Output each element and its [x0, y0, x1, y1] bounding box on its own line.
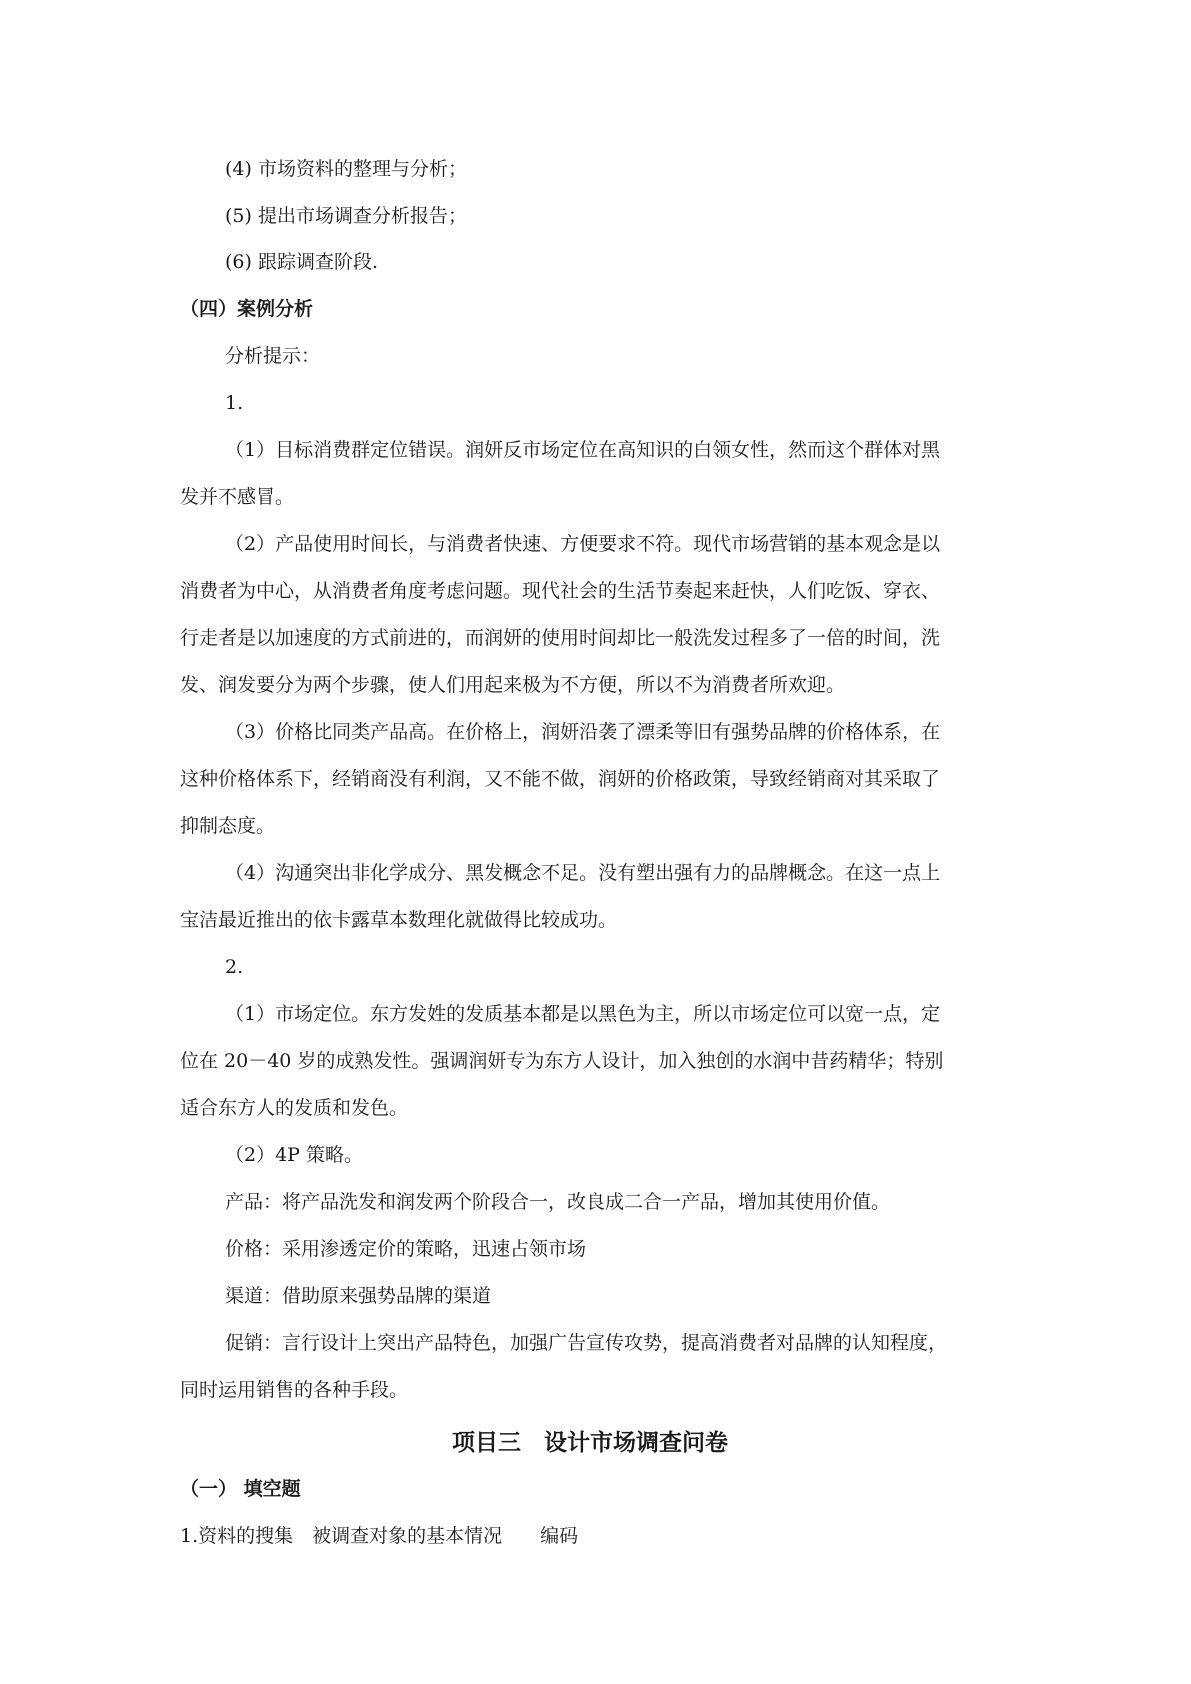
- paragraph-line: 位在 20－40 岁的成熟发性。强调润妍专为东方人设计，加入独创的水润中昔药精华；特别: [180, 1050, 944, 1072]
- paragraph-number-1: 1.: [225, 392, 244, 414]
- section-heading-fill-blank: （一） 填空题: [180, 1478, 301, 1500]
- paragraph-line: （2）4P 策略。: [225, 1144, 364, 1166]
- paragraph-price: 价格：采用渗透定价的策略，迅速占领市场: [225, 1238, 587, 1260]
- paragraph-line: 发并不感冒。: [180, 486, 295, 508]
- paragraph-channel: 渠道：借助原来强势品牌的渠道: [225, 1285, 492, 1307]
- paragraph-product: 产品：将产品洗发和润发两个阶段合一，改良成二合一产品，增加其使用价值。: [225, 1191, 891, 1213]
- list-item-5: (5) 提出市场调查分析报告；: [225, 205, 467, 227]
- answer-line-1: 1.资料的搜集 被调查对象的基本情况 编码: [180, 1525, 579, 1547]
- paragraph-line: 抑制态度。: [180, 815, 276, 837]
- paragraph-line: （3）价格比同类产品高。在价格上，润妍沿袭了漂柔等旧有强势品牌的价格体系，在: [225, 721, 941, 743]
- paragraph-line: （1）市场定位。东方发姓的发质基本都是以黑色为主，所以市场定位可以宽一点，定: [225, 1003, 941, 1025]
- paragraph-number-2: 2.: [225, 956, 244, 978]
- paragraph-line: 消费者为中心，从消费者角度考虑问题。现代社会的生活节奏起来赶快，人们吃饭、穿衣、: [180, 580, 941, 602]
- paragraph-line: 适合东方人的发质和发色。: [180, 1097, 409, 1119]
- list-item-4: (4) 市场资料的整理与分析；: [225, 158, 467, 180]
- section-heading-case-analysis: （四）案例分析: [180, 298, 314, 320]
- paragraph-line: 发、润发要分为两个步骤，使人们用起来极为不方便，所以不为消费者所欢迎。: [180, 674, 846, 696]
- paragraph-line: 宝洁最近推出的依卡露草本数理化就做得比较成功。: [180, 909, 618, 931]
- list-item-6: (6) 跟踪调查阶段.: [225, 251, 378, 273]
- paragraph-analysis-hint: 分析提示：: [225, 345, 321, 367]
- project-title: 项目三 设计市场调查问卷: [452, 1430, 728, 1456]
- paragraph-line: （2）产品使用时间长，与消费者快速、方便要求不符。现代市场营销的基本观念是以: [225, 533, 941, 555]
- paragraph-line: （4）沟通突出非化学成分、黑发概念不足。没有塑出强有力的品牌概念。在这一点上: [225, 862, 941, 884]
- paragraph-line: 同时运用销售的各种手段。: [180, 1379, 409, 1401]
- paragraph-promotion: 促销：言行设计上突出产品特色，加强广告宣传攻势，提高消费者对品牌的认知程度，: [225, 1332, 948, 1354]
- paragraph-line: 这种价格体系下，经销商没有利润，又不能不做，润妍的价格政策，导致经销商对其采取了: [180, 768, 941, 790]
- paragraph-line: 行走者是以加速度的方式前进的，而润妍的使用时间却比一般洗发过程多了一倍的时间，洗: [180, 627, 941, 649]
- paragraph-line: （1）目标消费群定位错误。润妍反市场定位在高知识的白领女性，然而这个群体对黑: [225, 439, 941, 461]
